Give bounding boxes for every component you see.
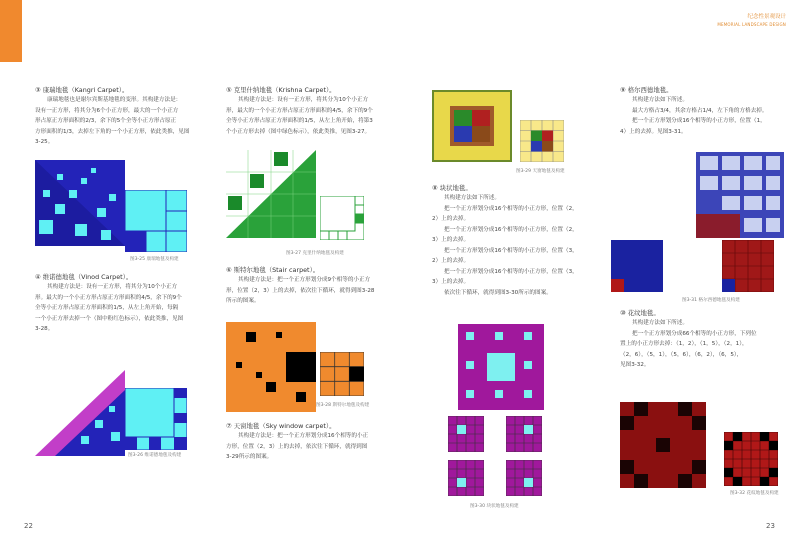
section-title: ⑨ 格尔西德地毯。 [620,86,673,94]
paragraph-line: 3）上的去掉。 [432,237,470,243]
paragraph-line: 形。最大的一个小正方形占原正方形面积的4/5，余下的9个 [35,294,182,301]
section-title: ⑥ 斯特尔地毯（Stair carpet）。 [226,266,320,274]
section-title: ⑧ 块状地毯。 [432,184,472,192]
paragraph: 其构建方法是：设有一正方形，将其分为10个小正方 [47,284,178,290]
page-number-right: 23 [766,522,775,530]
figure-caption: 图3-27 克里什纳地毯及构建 [286,251,344,256]
paragraph-line: 其构建方法如下所述。 [632,320,688,326]
vinod-construction-image [125,388,187,450]
paragraph-line: （2，6），（5，1），（5，6），（6，2），（6，5）， [620,351,743,358]
paragraph-line: 全等小正方形占原正方形面积的1/5，从左上角开始，每隔 [35,305,179,311]
page-number-left: 22 [24,522,33,530]
paragraph-line: 3）上的去掉。 [432,279,470,285]
paragraph-line: 个小正方形去掉（图中绿色标示），依此类推，见图3-27。 [226,128,371,135]
figure-caption: 图3-28 斯特尔地毯及构建 [316,403,370,408]
block-construction-step3 [448,460,484,496]
flower-fractal-image [620,402,706,488]
paragraph-line: 方形面积的1/3，去掉左下角的一个小正方形，依此类推，见图 [35,128,190,135]
block-construction-step1 [448,416,484,452]
stair-fractal-image [226,322,316,412]
paragraph-line: 方形，位置（2，3）上的去掉，依次往下循环，就得到图 [226,443,368,450]
section-gersid [620,85,788,137]
section-title: ⑤ 克里什纳地毯（Krishna Carpet）。 [226,86,336,94]
krishna-fractal-image [226,150,316,238]
paragraph-line: 设有一正方形，将其分为6个小正方形，最大的一个小正方 [35,107,179,114]
paragraph-line: 其构建方法如下所述。 [444,195,500,201]
header-title: 纪念性景观设计 [747,14,786,20]
paragraph-line: 2）上的去掉。 [432,216,470,222]
figure-caption: 图3-31 格尔西德地毯及构建 [682,298,740,303]
kangri-fractal-image [35,160,125,246]
paragraph-line: 把一个正方形划分成16个相等的小正方形，位置（2， [444,205,578,212]
gersid-fractal-image [696,152,784,238]
paragraph-line: 把一个正方形划分成16个相等的小正方形，位置（2， [444,226,578,233]
section-title: ⑩ 花纹地毯。 [620,309,660,317]
section-vinod [35,272,205,335]
flower-construction-image [724,432,778,486]
running-header [717,14,786,28]
paragraph-line: 其构建方法如下所述。 [632,97,688,103]
paragraph-line: 形，最大的一个小正方形占原正方形面积的4/5，余下的9个 [226,107,373,114]
orange-corner-tab [0,0,22,62]
paragraph-line: 置上的小正方形去掉：（1，2），（1，5），（2，1）， [620,341,748,347]
section-title: ③ 康瑞地毯（Kangri Carpet）。 [35,86,129,94]
vinod-fractal-image [35,370,125,456]
paragraph-line: 依次往下循环，就得到图3-30所示的图案。 [444,289,552,296]
paragraph-line: 3-28。 [35,326,54,332]
paragraph-line: 形占原正方形面积的2/3，余下的5个全等小正方形占原正 [35,118,177,124]
figure-caption: 图3-26 维诺德地毯及构建 [128,453,182,458]
sky-window-fractal-image [432,90,512,162]
paragraph-line: 3-25。 [35,139,54,145]
krishna-construction-image [320,196,364,240]
section-block [432,183,602,298]
paragraph-line: 最大方格占3/4，其余方格占1/4，左下角的方格去掉。 [632,107,768,114]
paragraph-line: 把一个正方形划分成16个相等的小正方形，位置（1， [632,118,766,124]
paragraph-line: 形，位置（2，3）上的去掉，依次往下循环，就得到图3-28 [226,287,375,294]
figure-caption: 图3-30 块状地毯及构建 [470,504,519,509]
section-sky-window [226,421,398,463]
paragraph: 康瑞地毯也是谢尔宾斯基地毯的变形。其构建方法是： [47,97,182,103]
paragraph-line: 全等小正方形占原正方形面积的1/5，从左上角开始，将第3 [226,118,373,124]
paragraph: 其构建方法是：把一个正方形划分成9个相等的小正方 [238,277,371,283]
section-flower [620,308,788,371]
gersid-construction-image-a [611,240,663,292]
sky-window-construction-image [520,120,564,162]
section-kangri [35,85,205,148]
block-construction-step2 [506,416,542,452]
block-fractal-image [458,324,544,410]
paragraph-line: 所示的图案。 [226,298,260,304]
paragraph: 其构建方法是：设有一正方形，将其分为10个小正方 [238,97,369,103]
gersid-construction-image-b [722,240,774,292]
section-title: ④ 维诺德地毯（Vinod Carpet）。 [35,273,133,281]
paragraph-line: 4）上的去掉。见图3-31。 [620,128,687,135]
paragraph-line: 把一个正方形划分成16个相等的小正方形，位置（3， [444,247,578,254]
paragraph-line: 一个小正方形去掉一个（图中粉红色标示），依此类推，见图 [35,315,184,322]
stair-construction-image [320,352,364,396]
paragraph-line: 3-29所示的图案。 [226,454,273,460]
paragraph-line: 见图3-32。 [620,362,650,368]
paragraph-line: 把一个正方形划分成66个相等的小正方形，下列位 [632,330,757,337]
section-stair [226,265,398,307]
figure-caption: 图3-32 花纹地毯及构建 [730,491,779,496]
block-construction-step4 [506,460,542,496]
paragraph-line: 2）上的去掉。 [432,258,470,264]
section-krishna [226,85,398,137]
header-subtitle: MEMORIAL LANDSCAPE DESIGN [717,22,786,27]
figure-caption: 图3-29 天窗地毯及构建 [516,169,565,174]
paragraph: 其构建方法是：把一个正方形划分成16个相等的小正 [238,433,369,439]
figure-caption: 图3-25 康瑞地毯及构建 [130,257,179,262]
paragraph-line: 把一个正方形划分成16个相等的小正方形，位置（3， [444,268,578,275]
section-title: ⑦ 天窗地毯（Sky window carpet）。 [226,422,336,430]
kangri-construction-image [125,190,187,252]
